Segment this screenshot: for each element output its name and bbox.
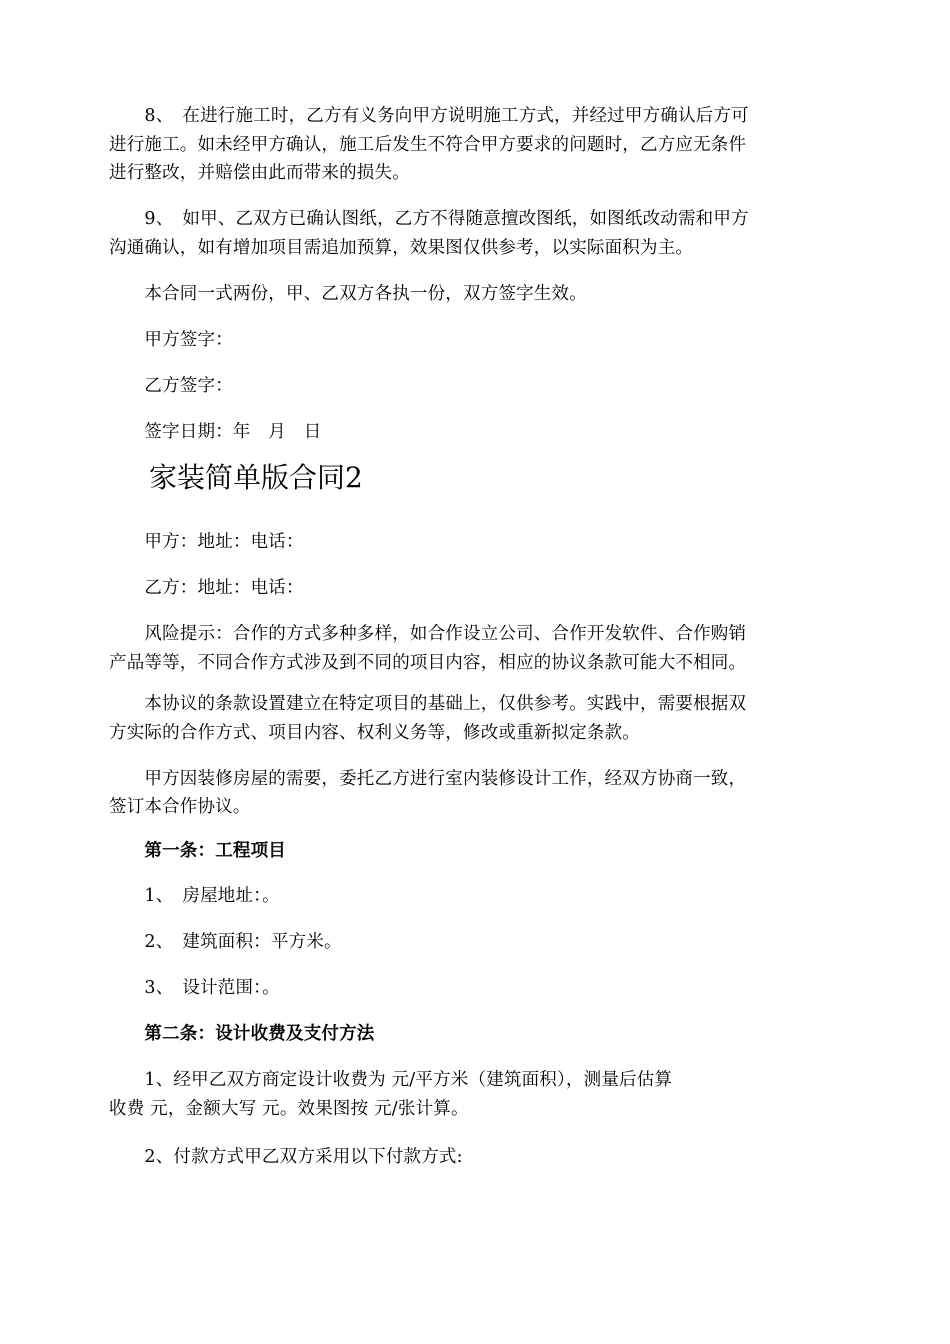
signature-date: 签字日期：年 月 日 [109, 422, 322, 442]
article-2-heading: 第二条：设计收费及支付方法 [109, 1024, 375, 1044]
party-a-signature: 甲方签字： [109, 330, 233, 350]
clause-9-line-1: 9、 如甲、乙双方已确认图纸，乙方不得随意擅改图纸，如图纸改动需和甲方 [109, 209, 749, 229]
party-b-info: 乙方：地址：电话： [109, 578, 304, 598]
fee-line-1: 1、经甲乙双方商定设计收费为 元/平方米（建筑面积），测量后估算 [109, 1070, 673, 1090]
clause-8-line-3: 进行整改，并赔偿由此而带来的损失。 [109, 163, 410, 183]
party-a-info: 甲方：地址：电话： [109, 532, 304, 552]
agreement-note-line-1: 本协议的条款设置建立在特定项目的基础上，仅供参考。实践中，需要根据双 [109, 694, 747, 714]
item-2-area: 2、 建筑面积：平方米。 [109, 932, 342, 952]
agreement-note-line-2: 方实际的合作方式、项目内容、权利义务等，修改或重新拟定条款。 [109, 723, 640, 743]
risk-warning-line-1: 风险提示：合作的方式多种多样，如合作设立公司、合作开发软件、合作购销 [109, 624, 747, 644]
party-b-signature: 乙方签字： [109, 376, 233, 396]
preamble-line-1: 甲方因装修房屋的需要，委托乙方进行室内装修设计工作，经双方协商一致， [109, 769, 747, 789]
contract-copies-text: 本合同一式两份，甲、乙双方各执一份，双方签字生效。 [109, 284, 587, 304]
risk-warning-line-2: 产品等等，不同合作方式涉及到不同的项目内容，相应的协议条款可能大不相同。 [109, 653, 747, 673]
item-1-address: 1、 房屋地址：。 [109, 886, 280, 906]
preamble-line-2: 签订本合作协议。 [109, 797, 251, 817]
fee-line-2: 收费 元，金额大写 元。效果图按 元/张计算。 [109, 1099, 469, 1119]
clause-8-line-2: 进行施工。如未经甲方确认，施工后发生不符合甲方要求的问题时，乙方应无条件 [109, 135, 747, 155]
payment-method: 2、付款方式甲乙双方采用以下付款方式: [109, 1147, 463, 1167]
clause-9-line-2: 沟通确认，如有增加项目需追加预算，效果图仅供参考，以实际面积为主。 [109, 238, 694, 258]
clause-8-line-1: 8、 在进行施工时，乙方有义务向甲方说明施工方式，并经过甲方确认后方可 [109, 106, 749, 126]
article-1-heading: 第一条：工程项目 [109, 841, 286, 861]
contract-title: 家装简单版合同2 [149, 461, 363, 494]
item-3-scope: 3、 设计范围：。 [109, 978, 280, 998]
